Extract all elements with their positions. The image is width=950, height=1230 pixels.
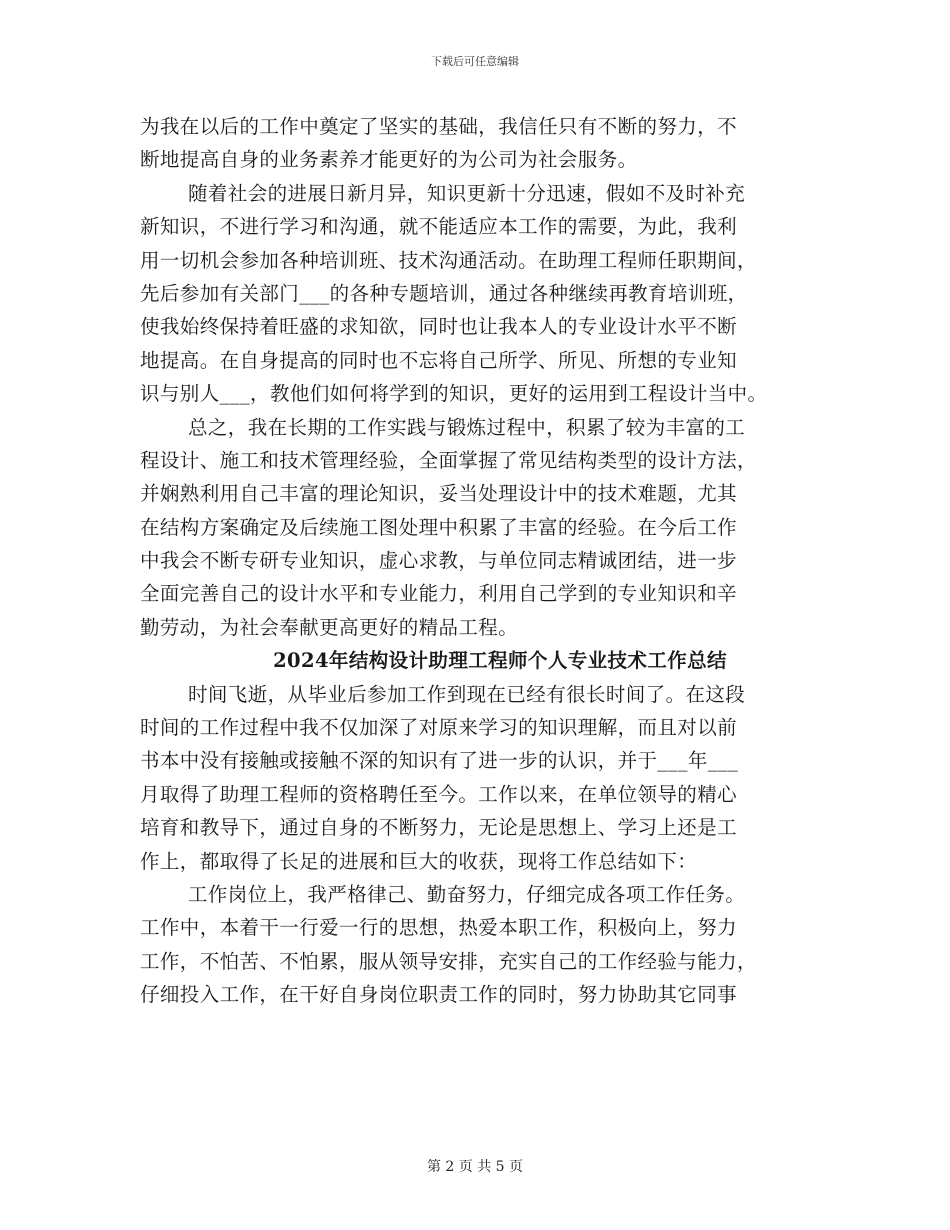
page-number-footer: 第 2 页 共 5 页 <box>426 1159 524 1175</box>
text-line: 程设计、施工和技术管理经验，全面掌握了常见结构类型的设计方法， <box>140 448 757 472</box>
text-line: 中我会不断专研专业知识，虚心求教，与单位同志精诚团结，进一步 <box>140 549 738 573</box>
text-line: 作上，都取得了长足的进展和巨大的收获，现将工作总结如下： <box>140 849 698 873</box>
text-line: 勤劳动，为社会奉献更高更好的精品工程。 <box>140 615 519 639</box>
text-line: 全面完善自己的设计水平和专业能力，利用自己学到的专业知识和辛 <box>140 582 738 606</box>
section-title: 2024年结构设计助理工程师个人专业技术工作总结 <box>273 649 727 673</box>
document-body <box>140 110 820 1012</box>
text-line: 工作岗位上，我严格律己、勤奋努力，仔细完成各项工作任务。 <box>188 882 746 906</box>
text-line: 地提高。在自身提高的同时也不忘将自己所学、所见、所想的专业知 <box>140 348 738 372</box>
text-line: 断地提高自身的业务素养才能更好的为公司为社会服务。 <box>140 148 638 172</box>
text-line: 工作，不怕苦、不怕累，服从领导安排，充实自己的工作经验与能力， <box>140 949 757 973</box>
text-line: 用一切机会参加各种培训班、技术沟通活动。在助理工程师任职期间， <box>140 248 757 272</box>
text-line: 新知识，不进行学习和沟通，就不能适应本工作的需要，为此，我利 <box>140 215 738 239</box>
text-line: 识与别人___，教他们如何将学到的知识，更好的运用到工程设计当中。 <box>140 382 768 406</box>
text-line: 总之，我在长期的工作实践与锻炼过程中，积累了较为丰富的工 <box>188 415 746 439</box>
text-line: 随着社会的进展日新月异，知识更新十分迅速，假如不及时补充 <box>188 181 746 205</box>
text-line: 工作中，本着干一行爱一行的思想，热爱本职工作，积极向上，努力 <box>140 916 738 940</box>
text-line: 仔细投入工作，在干好自身岗位职责工作的同时，努力协助其它同事 <box>140 983 738 1007</box>
text-line: 时间的工作过程中我不仅加深了对原来学习的知识理解，而且对以前 <box>140 716 738 740</box>
page-header: 下载后可任意编辑 <box>431 55 519 68</box>
text-line: 在结构方案确定及后续施工图处理中积累了丰富的经验。在今后工作 <box>140 515 738 539</box>
text-line: 为我在以后的工作中奠定了坚实的基础，我信任只有不断的努力，不 <box>140 115 738 138</box>
text-line: 时间飞逝，从毕业后参加工作到现在已经有很长时间了。在这段 <box>188 682 746 706</box>
text-line: 月取得了助理工程师的资格聘任至今。工作以来，在单位领导的精心 <box>140 782 738 806</box>
text-line: 先后参加有关部门___的各种专题培训，通过各种继续再教育培训班， <box>140 281 748 305</box>
text-line: 书本中没有接触或接触不深的知识有了进一步的认识，并于___年___ <box>140 749 739 773</box>
text-line: 使我始终保持着旺盛的求知欲，同时也让我本人的专业设计水平不断 <box>140 315 738 339</box>
text-line: 并娴熟利用自己丰富的理论知识，妥当处理设计中的技术难题，尤其 <box>140 482 738 506</box>
text-line: 培育和教导下，通过自身的不断努力，无论是思想上、学习上还是工 <box>140 816 738 840</box>
